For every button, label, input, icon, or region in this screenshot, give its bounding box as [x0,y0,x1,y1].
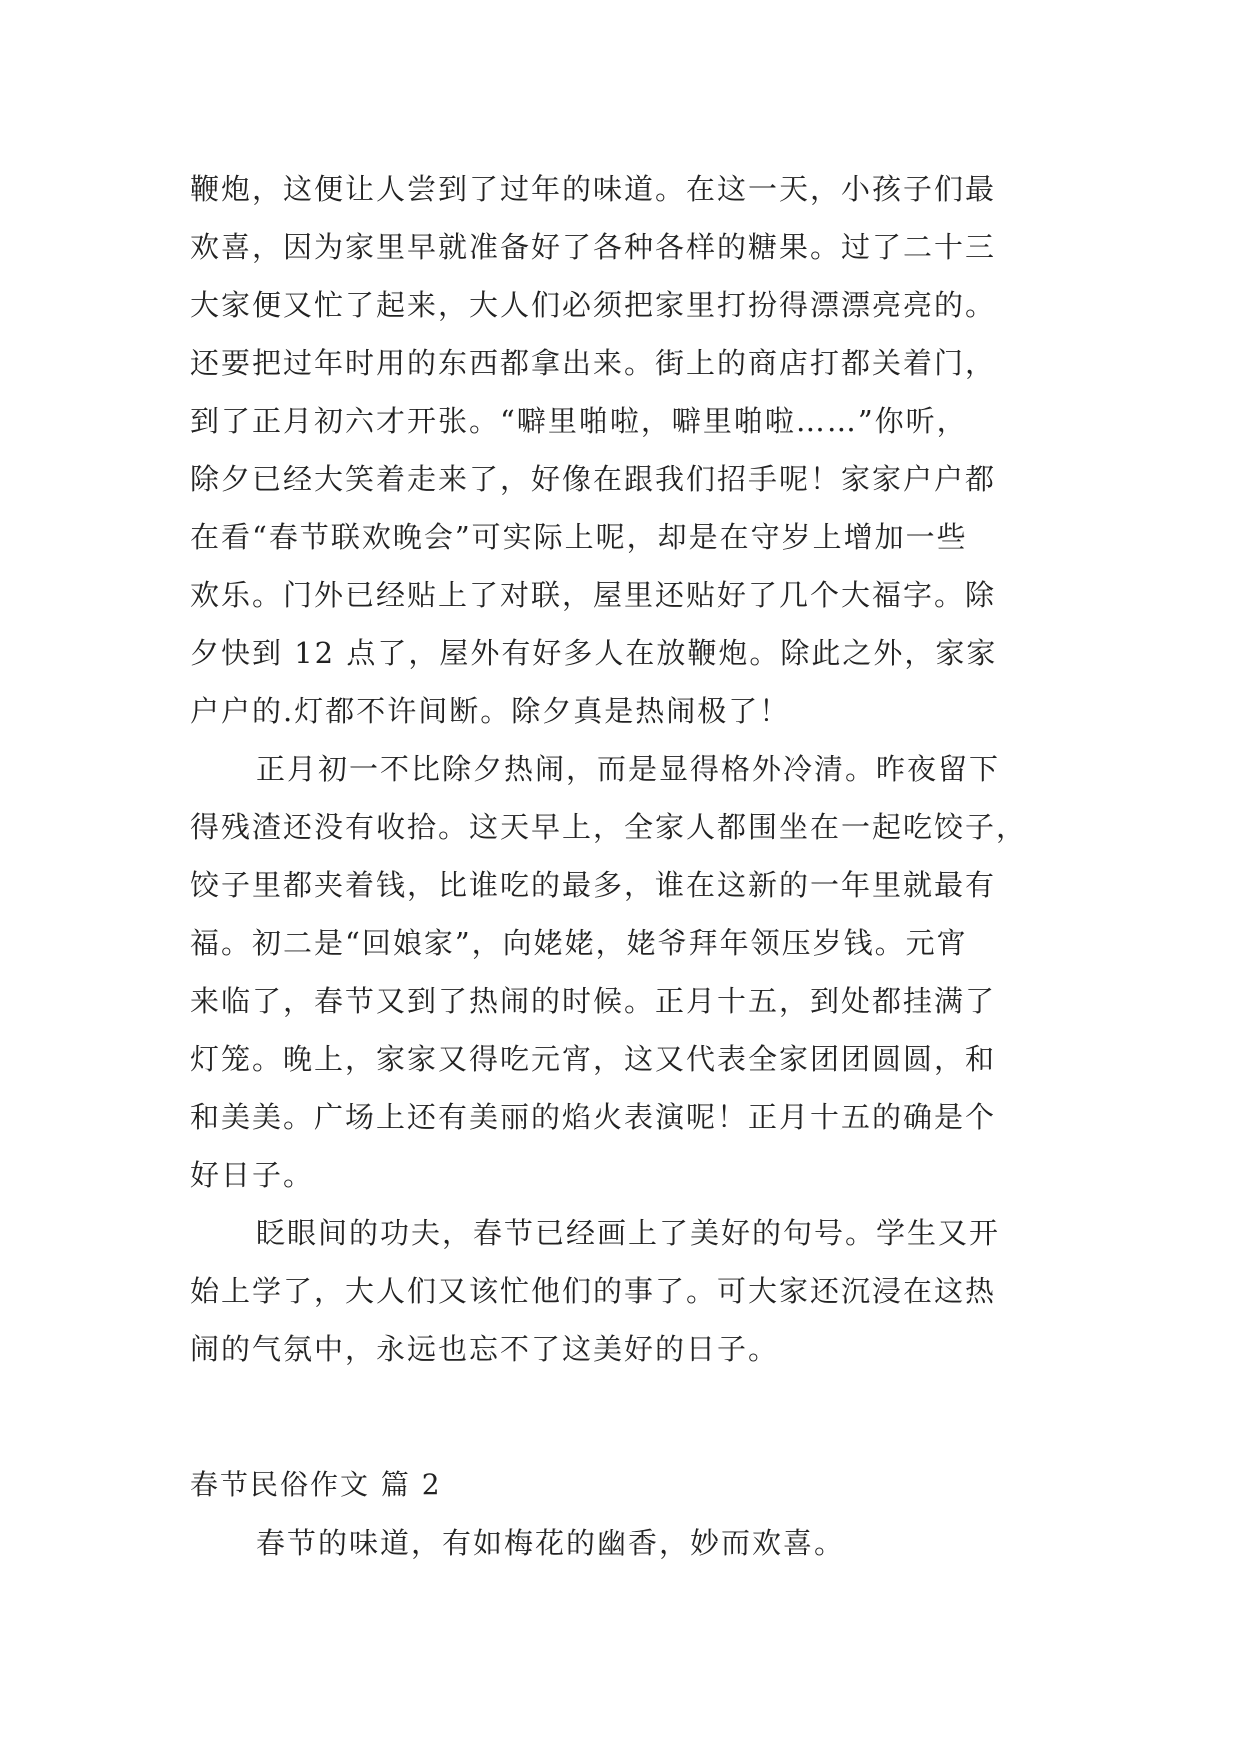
text-line: 来临了，春节又到了热闹的时候。正月十五，到处都挂满了 [190,984,997,1018]
text-line: 在看“春节联欢晚会”可实际上呢，却是在守岁上增加一些 [190,520,968,554]
text-line: 欢乐。门外已经贴上了对联，屋里还贴好了几个大福字。除 [190,578,997,612]
text-line: 和美美。广场上还有美丽的焰火表演呢！正月十五的确是个 [190,1100,997,1134]
text-line: 闹的气氛中，永远也忘不了这美好的日子。 [190,1332,780,1366]
text-line: 欢喜，因为家里早就准备好了各种各样的糖果。过了二十三 [190,230,997,264]
paragraph-3 [190,1204,1070,1378]
text-line: 鞭炮，这便让人尝到了过年的味道。在这一天，小孩子们最 [190,172,997,206]
text-line: 还要把过年时用的东西都拿出来。街上的商店打都关着门， [190,346,997,380]
text-line: 春节的味道，有如梅花的幽香，妙而欢喜。 [256,1526,846,1560]
text-line: 始上学了，大人们又该忙他们的事了。可大家还沉浸在这热 [190,1274,997,1308]
text-line: 除夕已经大笑着走来了，好像在跟我们招手呢！家家户户都 [190,462,997,496]
text-line: 好日子。 [190,1158,315,1192]
text-line: 到了正月初六才开张。“噼里啪啦，噼里啪啦……”你听， [190,404,968,438]
text-line: 眨眼间的功夫，春节已经画上了美好的句号。学生又开 [256,1216,1001,1250]
text-line: 灯笼。晚上，家家又得吃元宵，这又代表全家团团圆圆，和 [190,1042,997,1076]
section-spacer [190,1378,1070,1456]
paragraph-2 [190,740,1070,1204]
text-line: 饺子里都夹着钱，比谁吃的最多，谁在这新的一年里就最有 [190,868,997,902]
section-heading: 春节民俗作文 篇 2 [190,1468,442,1501]
document-body [190,160,1070,1572]
text-line: 正月初一不比除夕热闹，而是显得格外冷清。昨夜留下 [256,752,1001,786]
paragraph-4 [190,1514,1070,1572]
paragraph-1 [190,160,1070,740]
text-line: 得残渣还没有收拾。这天早上，全家人都围坐在一起吃饺子， [190,810,1028,844]
text-line: 夕快到 12 点了，屋外有好多人在放鞭炮。除此之外，家家 [190,636,998,670]
text-line: 福。初二是“回娘家”，向姥姥，姥爷拜年领压岁钱。元宵 [190,926,968,960]
text-line: 户户的.灯都不许间断。除夕真是热闹极了！ [190,694,791,728]
text-line: 大家便又忙了起来，大人们必须把家里打扮得漂漂亮亮的。 [190,288,997,322]
